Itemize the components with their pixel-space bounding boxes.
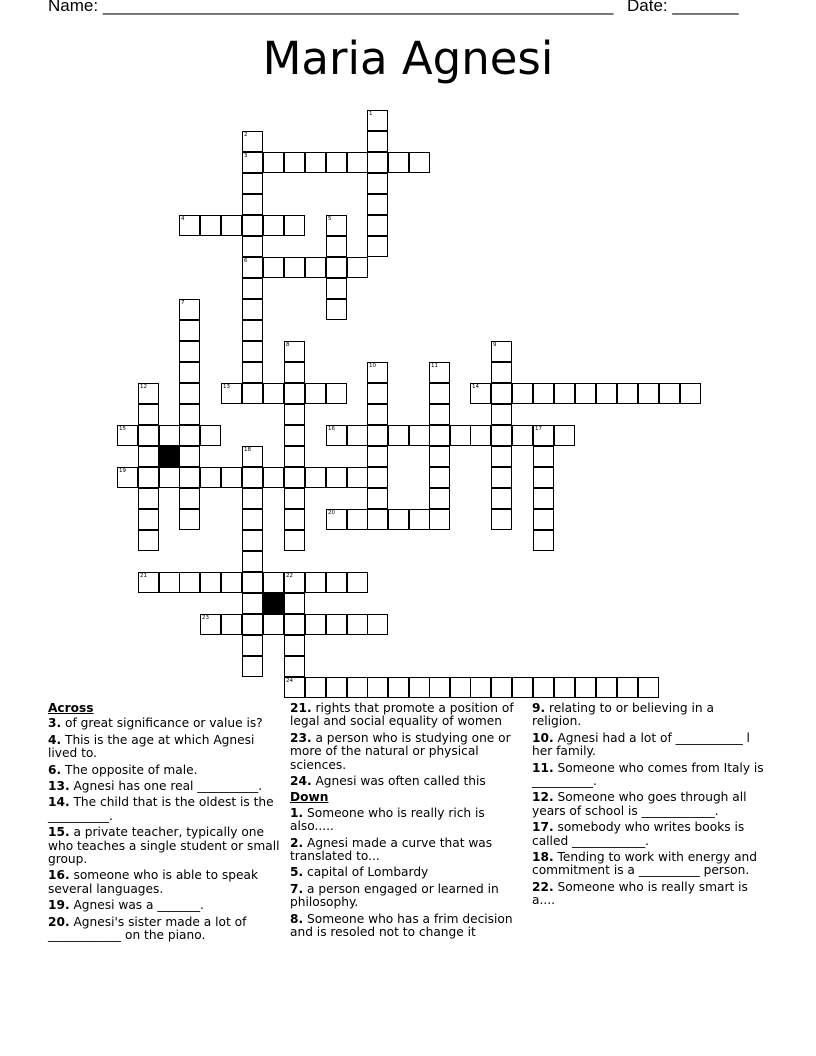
grid-cell[interactable] xyxy=(533,383,554,404)
clue-item-number: 20. xyxy=(48,914,70,929)
grid-cell[interactable] xyxy=(367,446,388,467)
clue-item-number: 19. xyxy=(48,898,70,913)
grid-cell[interactable] xyxy=(429,446,450,467)
clue-item-number: 10. xyxy=(532,730,554,745)
grid-cell[interactable] xyxy=(242,320,263,341)
across-heading: Across xyxy=(48,701,94,715)
grid-cell[interactable] xyxy=(554,425,575,446)
clue-number-22: 22 xyxy=(286,573,293,579)
grid-cell[interactable] xyxy=(242,236,263,257)
grid-cell[interactable] xyxy=(305,152,326,173)
clue-item-number: 8. xyxy=(290,911,304,926)
grid-cell[interactable] xyxy=(326,278,347,299)
grid-cell[interactable] xyxy=(491,467,512,488)
grid-cell[interactable] xyxy=(491,404,512,425)
grid-cell[interactable] xyxy=(242,593,263,614)
grid-cell[interactable] xyxy=(470,425,491,446)
clue-item-number: 9. xyxy=(532,701,546,715)
clue-item-number: 2. xyxy=(290,835,304,850)
grid-cell[interactable] xyxy=(409,509,430,530)
grid-cell[interactable] xyxy=(242,362,263,383)
grid-cell[interactable] xyxy=(512,677,533,698)
grid-cell[interactable] xyxy=(429,404,450,425)
grid-cell[interactable] xyxy=(326,236,347,257)
grid-cell[interactable] xyxy=(596,677,617,698)
grid-cell[interactable] xyxy=(326,572,347,593)
grid-cell[interactable] xyxy=(284,446,305,467)
clue-number-13: 13 xyxy=(223,384,230,390)
grid-cell[interactable] xyxy=(138,509,159,530)
grid-cell[interactable] xyxy=(326,257,347,278)
grid-cell[interactable] xyxy=(367,383,388,404)
clue-item-number: 15. xyxy=(48,825,70,840)
grid-cell[interactable] xyxy=(305,257,326,278)
grid-cell[interactable] xyxy=(326,152,347,173)
clue-item: 1. Someone who is really rich is also..... xyxy=(290,805,485,834)
clue-number-21: 21 xyxy=(140,573,147,579)
grid-cell[interactable] xyxy=(429,509,450,530)
grid-cell[interactable] xyxy=(533,677,554,698)
clue-item-number: 17. xyxy=(532,820,554,835)
grid-cell[interactable] xyxy=(575,383,596,404)
clue-item-number: 1. xyxy=(290,805,304,820)
grid-cell[interactable] xyxy=(367,677,388,698)
clue-item: 11. Someone who comes from Italy is __________. xyxy=(532,760,764,789)
grid-cell[interactable] xyxy=(367,467,388,488)
grid-cell[interactable] xyxy=(242,299,263,320)
grid-cell[interactable] xyxy=(347,509,368,530)
grid-cell[interactable] xyxy=(284,488,305,509)
date-line: _______ xyxy=(672,0,739,15)
grid-cell[interactable] xyxy=(533,509,554,530)
grid-cell[interactable] xyxy=(409,677,430,698)
grid-cell[interactable] xyxy=(200,425,221,446)
grid-cell[interactable] xyxy=(680,383,701,404)
grid-cell[interactable] xyxy=(429,488,450,509)
grid-cell[interactable] xyxy=(179,341,200,362)
grid-cell[interactable] xyxy=(305,383,326,404)
clue-item: 9. relating to or believing in a religion. xyxy=(532,701,714,729)
clue-item: 23. a person who is studying one or more of the natural or physical sciences. xyxy=(290,730,511,772)
grid-cell[interactable] xyxy=(533,446,554,467)
grid-cell[interactable] xyxy=(533,488,554,509)
grid-cell[interactable] xyxy=(138,467,159,488)
grid-cell[interactable] xyxy=(242,383,263,404)
clues-column-3 xyxy=(532,702,764,911)
grid-cell[interactable] xyxy=(367,488,388,509)
grid-cell[interactable] xyxy=(179,509,200,530)
clue-number-1: 1 xyxy=(369,111,373,117)
grid-cell[interactable] xyxy=(305,572,326,593)
grid-cell[interactable] xyxy=(575,677,596,698)
clue-number-18: 18 xyxy=(244,447,251,453)
clue-item-number: 14. xyxy=(48,795,70,810)
grid-cell[interactable] xyxy=(284,635,305,656)
grid-cell[interactable] xyxy=(347,572,368,593)
grid-cell[interactable] xyxy=(305,677,326,698)
grid-cell[interactable] xyxy=(367,404,388,425)
clue-number-11: 11 xyxy=(431,363,438,369)
grid-cell[interactable] xyxy=(200,215,221,236)
grid-cell[interactable] xyxy=(242,635,263,656)
clues-column-1 xyxy=(48,702,280,946)
grid-cell[interactable] xyxy=(367,215,388,236)
grid-cell[interactable] xyxy=(659,383,680,404)
clue-item-number: 3. xyxy=(48,716,62,731)
clue-item-number: 13. xyxy=(48,779,70,794)
grid-cell[interactable] xyxy=(242,509,263,530)
grid-cell[interactable] xyxy=(242,341,263,362)
clue-number-7: 7 xyxy=(181,300,185,306)
grid-cell[interactable] xyxy=(179,425,200,446)
grid-cell[interactable] xyxy=(263,467,284,488)
name-line: ______________________________________________________ xyxy=(102,0,614,15)
clue-item-number: 22. xyxy=(532,879,554,894)
clue-number-14: 14 xyxy=(472,384,479,390)
grid-cell[interactable] xyxy=(512,383,533,404)
clue-number-12: 12 xyxy=(140,384,147,390)
grid-cell[interactable] xyxy=(159,425,180,446)
clue-item-number: 11. xyxy=(532,760,554,775)
grid-cell[interactable] xyxy=(388,509,409,530)
clue-number-8: 8 xyxy=(286,342,290,348)
grid-cell[interactable] xyxy=(263,257,284,278)
date-label: Date: xyxy=(627,0,668,15)
grid-cell[interactable] xyxy=(242,215,263,236)
clue-item-number: 21. xyxy=(290,701,312,715)
grid-cell[interactable] xyxy=(263,152,284,173)
grid-cell[interactable] xyxy=(179,572,200,593)
clue-item-number: 6. xyxy=(48,762,62,777)
grid-cell[interactable] xyxy=(284,152,305,173)
clue-item: 14. The child that is the oldest is the __________. xyxy=(48,795,274,823)
grid-cell[interactable] xyxy=(138,404,159,425)
grid-cell[interactable] xyxy=(284,257,305,278)
grid-cell[interactable] xyxy=(554,677,575,698)
clues-column-2 xyxy=(290,702,522,943)
grid-cell[interactable] xyxy=(284,362,305,383)
grid-cell[interactable] xyxy=(533,467,554,488)
grid-cell[interactable] xyxy=(554,383,575,404)
grid-cell[interactable] xyxy=(284,509,305,530)
grid-cell[interactable] xyxy=(429,467,450,488)
clue-number-5: 5 xyxy=(328,216,332,222)
grid-cell[interactable] xyxy=(367,173,388,194)
clue-item: 6. The opposite of male. xyxy=(48,762,198,777)
grid-cell[interactable] xyxy=(326,614,347,635)
clue-item-number: 12. xyxy=(532,790,554,805)
page-title: Maria Agnesi xyxy=(262,32,554,85)
grid-cell[interactable] xyxy=(429,677,450,698)
grid-cell[interactable] xyxy=(367,194,388,215)
grid-cell[interactable] xyxy=(347,614,368,635)
clue-item-number: 16. xyxy=(48,868,70,883)
grid-cell[interactable] xyxy=(491,446,512,467)
clue-item: 12. Someone who goes through all years of school is ____________. xyxy=(532,790,747,818)
clue-item: 2. Agnesi made a curve that was translated to... xyxy=(290,835,493,864)
grid-cell[interactable] xyxy=(284,614,305,635)
grid-cell[interactable] xyxy=(409,152,430,173)
grid-cell[interactable] xyxy=(533,530,554,551)
grid-cell[interactable] xyxy=(284,425,305,446)
grid-cell[interactable] xyxy=(221,572,242,593)
grid-cell[interactable] xyxy=(326,467,347,488)
grid-cell[interactable] xyxy=(388,425,409,446)
grid-cell[interactable] xyxy=(512,425,533,446)
grid-cell[interactable] xyxy=(138,488,159,509)
grid-cell[interactable] xyxy=(491,383,512,404)
grid-cell[interactable] xyxy=(138,446,159,467)
grid-cell[interactable] xyxy=(470,677,491,698)
grid-cell[interactable] xyxy=(367,152,388,173)
grid-cell[interactable] xyxy=(429,425,450,446)
down-heading: Down xyxy=(290,790,329,805)
grid-cell[interactable] xyxy=(450,677,471,698)
clue-item-number: 4. xyxy=(48,732,62,747)
grid-cell[interactable] xyxy=(491,677,512,698)
grid-cell[interactable] xyxy=(242,278,263,299)
clue-item: 20. Agnesi's sister made a lot of ____________ on the piano. xyxy=(48,914,247,943)
grid-cell[interactable] xyxy=(138,530,159,551)
clue-number-24: 24 xyxy=(286,678,293,684)
grid-cell[interactable] xyxy=(284,530,305,551)
grid-cell[interactable] xyxy=(159,572,180,593)
clue-number-10: 10 xyxy=(369,363,376,369)
grid-cell[interactable] xyxy=(596,383,617,404)
grid-cell[interactable] xyxy=(200,467,221,488)
clue-item-number: 24. xyxy=(290,774,312,789)
clue-number-23: 23 xyxy=(202,615,209,621)
grid-cell[interactable] xyxy=(179,467,200,488)
grid-cell[interactable] xyxy=(326,383,347,404)
clue-number-2: 2 xyxy=(244,132,248,138)
grid-cell[interactable] xyxy=(347,677,368,698)
clue-item: 17. somebody who writes books is called ____________. xyxy=(532,820,745,848)
grid-cell[interactable] xyxy=(242,488,263,509)
grid-cell[interactable] xyxy=(242,173,263,194)
grid-cell[interactable] xyxy=(326,677,347,698)
clue-item: 21. rights that promote a position of legal and social equality of women xyxy=(290,701,514,729)
clue-item: 3. of great significance or value is? xyxy=(48,716,263,731)
grid-cell[interactable] xyxy=(409,425,430,446)
blocked-cell xyxy=(159,446,180,467)
grid-cell[interactable] xyxy=(200,572,221,593)
grid-cell[interactable] xyxy=(242,194,263,215)
grid-cell[interactable] xyxy=(367,236,388,257)
grid-cell[interactable] xyxy=(284,656,305,677)
grid-cell[interactable] xyxy=(179,383,200,404)
grid-cell[interactable] xyxy=(326,299,347,320)
grid-cell[interactable] xyxy=(179,446,200,467)
grid-cell[interactable] xyxy=(221,467,242,488)
grid-cell[interactable] xyxy=(617,677,638,698)
grid-cell[interactable] xyxy=(179,320,200,341)
clue-number-16: 16 xyxy=(328,426,335,432)
grid-cell[interactable] xyxy=(367,131,388,152)
grid-cell[interactable] xyxy=(263,572,284,593)
grid-cell[interactable] xyxy=(284,404,305,425)
clue-item: 16. someone who is able to speak several languages. xyxy=(48,868,259,896)
grid-cell[interactable] xyxy=(284,593,305,614)
grid-cell[interactable] xyxy=(450,425,471,446)
grid-cell[interactable] xyxy=(347,467,368,488)
grid-cell[interactable] xyxy=(491,509,512,530)
grid-cell[interactable] xyxy=(179,362,200,383)
grid-cell[interactable] xyxy=(159,467,180,488)
grid-cell[interactable] xyxy=(242,614,263,635)
grid-cell[interactable] xyxy=(367,509,388,530)
clue-item: 8. Someone who has a frim decision and is resoled not to change it xyxy=(290,911,513,940)
grid-cell[interactable] xyxy=(491,425,512,446)
grid-cell[interactable] xyxy=(179,488,200,509)
grid-cell[interactable] xyxy=(305,614,326,635)
clue-item-number: 23. xyxy=(290,730,312,745)
grid-cell[interactable] xyxy=(221,215,242,236)
clue-item-number: 7. xyxy=(290,881,304,896)
grid-cell[interactable] xyxy=(367,614,388,635)
clue-item: 22. Someone who is really smart is a.... xyxy=(532,879,748,908)
clue-number-9: 9 xyxy=(493,342,497,348)
grid-cell[interactable] xyxy=(347,425,368,446)
grid-cell[interactable] xyxy=(242,467,263,488)
grid-cell[interactable] xyxy=(242,572,263,593)
clue-item: 19. Agnesi was a _______. xyxy=(48,898,204,913)
grid-cell[interactable] xyxy=(347,152,368,173)
grid-cell[interactable] xyxy=(347,257,368,278)
name-label: Name: xyxy=(48,0,99,15)
grid-cell[interactable] xyxy=(138,425,159,446)
grid-cell[interactable] xyxy=(263,383,284,404)
grid-cell[interactable] xyxy=(263,215,284,236)
clue-item-number: 18. xyxy=(532,850,554,865)
grid-cell[interactable] xyxy=(491,362,512,383)
grid-cell[interactable] xyxy=(242,530,263,551)
grid-cell[interactable] xyxy=(491,488,512,509)
clue-number-3: 3 xyxy=(244,153,248,159)
grid-cell[interactable] xyxy=(284,383,305,404)
clue-number-4: 4 xyxy=(181,216,185,222)
blocked-cell xyxy=(263,593,284,614)
grid-cell[interactable] xyxy=(638,677,659,698)
clue-item: 5. capital of Lombardy xyxy=(290,865,429,880)
clue-item: 4. This is the age at which Agnesi lived to. xyxy=(48,732,255,761)
grid-cell[interactable] xyxy=(221,614,242,635)
clue-number-15: 15 xyxy=(119,426,126,432)
clue-item: 13. Agnesi has one real __________. xyxy=(48,779,263,794)
clue-item: 15. a private teacher, typically one who teaches a single student or small group. xyxy=(48,825,280,867)
clue-item: 18. Tending to work with energy and commitment is a __________ person. xyxy=(532,850,757,878)
grid-cell[interactable] xyxy=(367,425,388,446)
grid-cell[interactable] xyxy=(638,383,659,404)
grid-cell[interactable] xyxy=(305,467,326,488)
grid-cell[interactable] xyxy=(242,551,263,572)
grid-cell[interactable] xyxy=(284,467,305,488)
clue-item: 24. Agnesi was often called this xyxy=(290,774,486,789)
grid-cell[interactable] xyxy=(284,215,305,236)
clue-number-20: 20 xyxy=(328,510,335,516)
grid-cell[interactable] xyxy=(242,656,263,677)
clue-item-number: 5. xyxy=(290,865,304,880)
grid-cell[interactable] xyxy=(388,152,409,173)
grid-cell[interactable] xyxy=(388,677,409,698)
clue-item: 10. Agnesi had a lot of ___________ l her family. xyxy=(532,730,750,759)
clue-number-19: 19 xyxy=(119,468,126,474)
grid-cell[interactable] xyxy=(429,383,450,404)
clue-number-17: 17 xyxy=(535,426,542,432)
grid-cell[interactable] xyxy=(179,404,200,425)
clue-number-6: 6 xyxy=(244,258,248,264)
grid-cell[interactable] xyxy=(263,614,284,635)
grid-cell[interactable] xyxy=(617,383,638,404)
clue-item: 7. a person engaged or learned in philosophy. xyxy=(290,881,499,910)
